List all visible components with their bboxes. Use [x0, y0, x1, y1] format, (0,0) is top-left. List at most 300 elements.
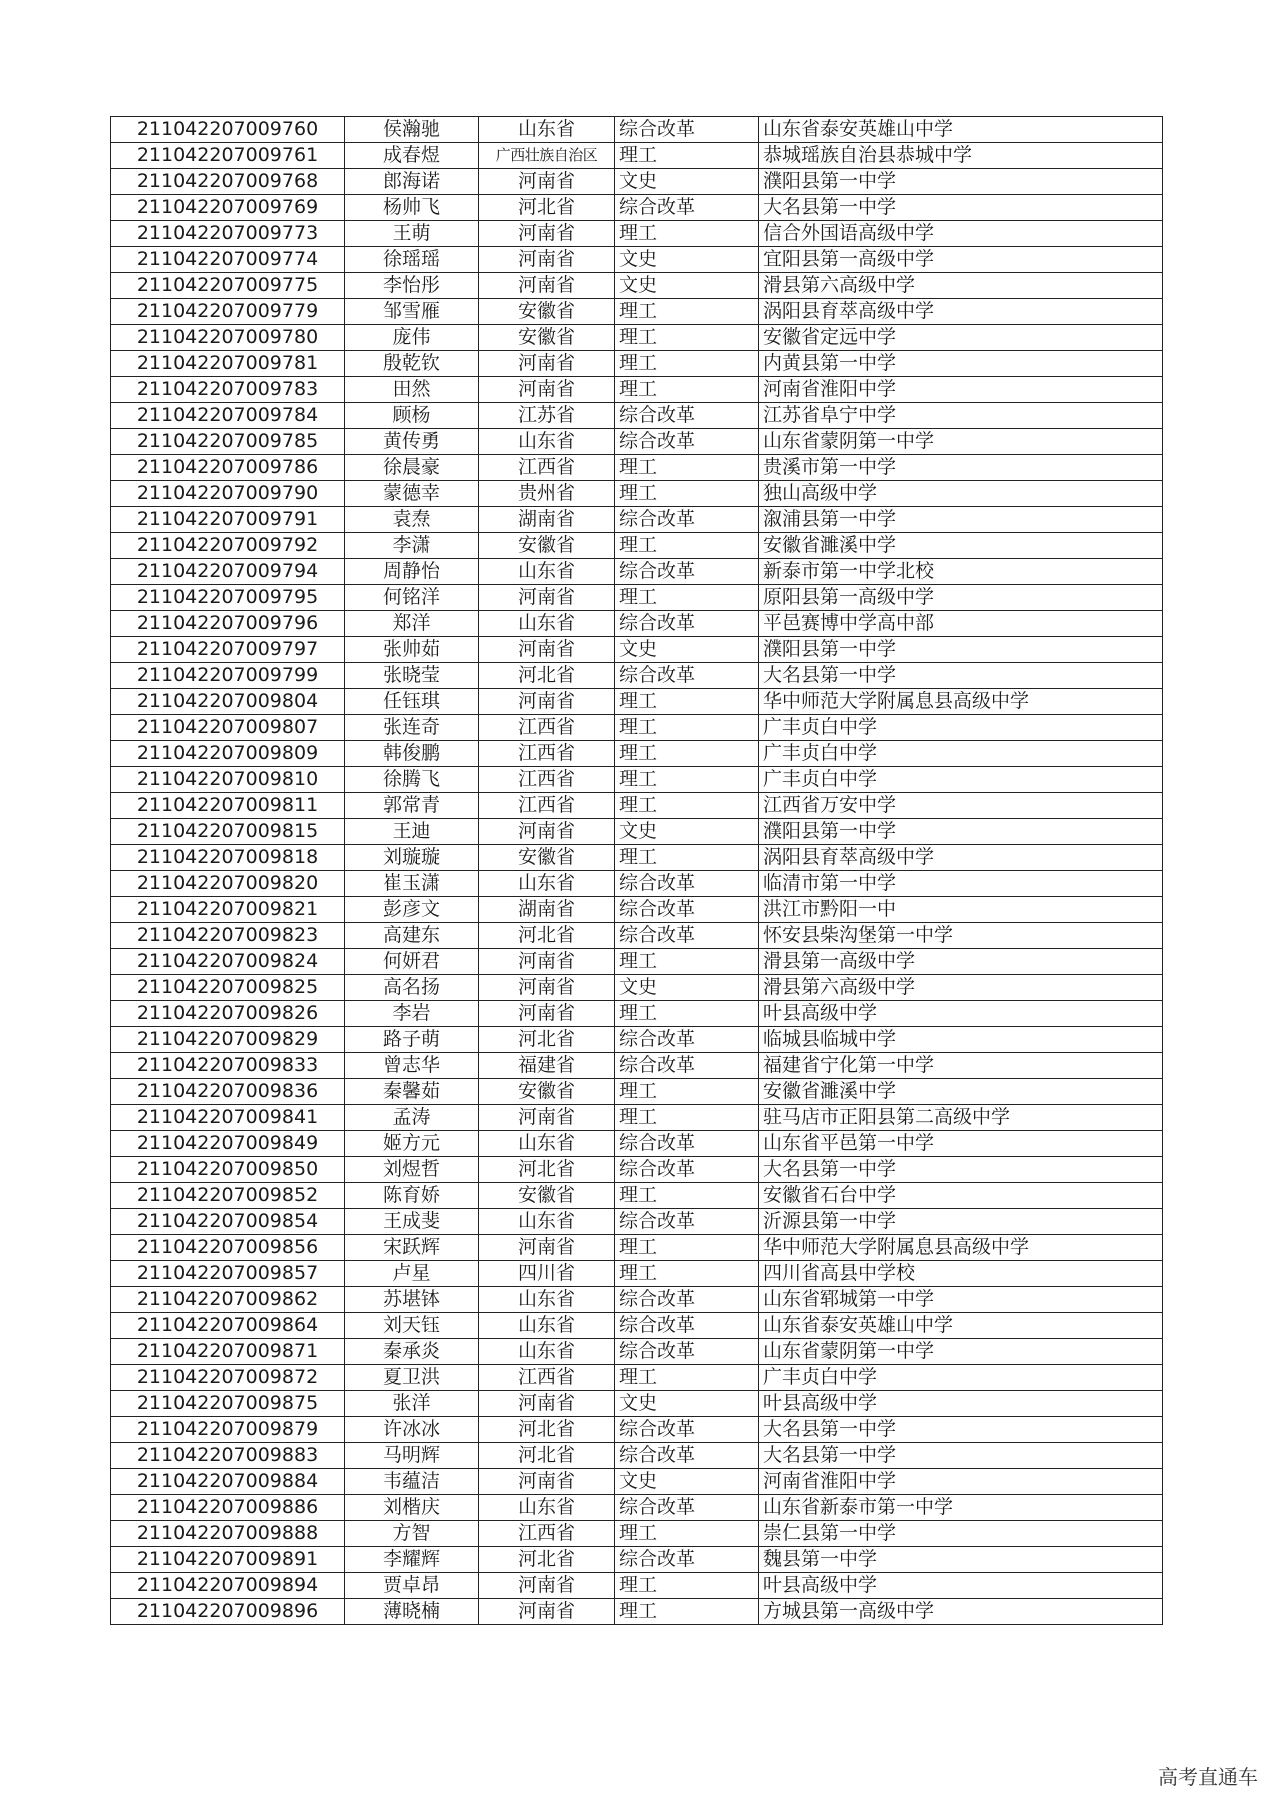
school-cell: 驻马店市正阳县第二高级中学	[759, 1105, 1163, 1131]
province-cell: 河南省	[479, 949, 615, 975]
candidate-id-cell: 211042207009761	[111, 143, 345, 169]
student-name-cell: 郭常青	[345, 793, 479, 819]
table-row	[111, 793, 1163, 819]
table-row	[111, 975, 1163, 1001]
province-cell: 湖南省	[479, 897, 615, 923]
student-name-cell: 杨帅飞	[345, 195, 479, 221]
student-name-cell: 顾杨	[345, 403, 479, 429]
table-row	[111, 1209, 1163, 1235]
student-name-cell: 高建东	[345, 923, 479, 949]
candidate-id-cell: 211042207009856	[111, 1235, 345, 1261]
candidate-id-cell: 211042207009786	[111, 455, 345, 481]
table-row	[111, 429, 1163, 455]
candidate-id-cell: 211042207009807	[111, 715, 345, 741]
category-cell: 理工	[615, 689, 759, 715]
category-cell: 理工	[615, 949, 759, 975]
school-cell: 恭城瑶族自治县恭城中学	[759, 143, 1163, 169]
table-row	[111, 169, 1163, 195]
category-cell: 综合改革	[615, 923, 759, 949]
school-cell: 溆浦县第一中学	[759, 507, 1163, 533]
province-cell: 河北省	[479, 1027, 615, 1053]
province-cell: 山东省	[479, 559, 615, 585]
candidate-id-cell: 211042207009823	[111, 923, 345, 949]
category-cell: 理工	[615, 533, 759, 559]
province-cell: 河北省	[479, 663, 615, 689]
table-row	[111, 585, 1163, 611]
province-cell: 河南省	[479, 351, 615, 377]
student-name-cell: 孟涛	[345, 1105, 479, 1131]
student-name-cell: 张连奇	[345, 715, 479, 741]
student-name-cell: 王萌	[345, 221, 479, 247]
candidate-id-cell: 211042207009896	[111, 1599, 345, 1625]
school-cell: 濮阳县第一中学	[759, 637, 1163, 663]
school-cell: 原阳县第一高级中学	[759, 585, 1163, 611]
candidate-id-cell: 211042207009857	[111, 1261, 345, 1287]
table-row	[111, 273, 1163, 299]
category-cell: 文史	[615, 819, 759, 845]
student-name-cell: 张洋	[345, 1391, 479, 1417]
student-name-cell: 韦蕴洁	[345, 1469, 479, 1495]
table-body	[111, 117, 1163, 1625]
table-row	[111, 1521, 1163, 1547]
table-row	[111, 1365, 1163, 1391]
province-cell: 河北省	[479, 1443, 615, 1469]
school-cell: 安徽省濉溪中学	[759, 1079, 1163, 1105]
table-row	[111, 871, 1163, 897]
school-cell: 滑县第六高级中学	[759, 273, 1163, 299]
student-name-cell: 刘璇璇	[345, 845, 479, 871]
candidate-id-cell: 211042207009815	[111, 819, 345, 845]
category-cell: 综合改革	[615, 611, 759, 637]
category-cell: 综合改革	[615, 1443, 759, 1469]
school-cell: 山东省泰安英雄山中学	[759, 117, 1163, 143]
school-cell: 叶县高级中学	[759, 1573, 1163, 1599]
student-name-cell: 王成斐	[345, 1209, 479, 1235]
school-cell: 宜阳县第一高级中学	[759, 247, 1163, 273]
province-cell: 河南省	[479, 1235, 615, 1261]
school-cell: 江西省万安中学	[759, 793, 1163, 819]
school-cell: 河南省淮阳中学	[759, 1469, 1163, 1495]
category-cell: 综合改革	[615, 1027, 759, 1053]
province-cell: 山东省	[479, 1495, 615, 1521]
province-cell: 四川省	[479, 1261, 615, 1287]
candidate-id-cell: 211042207009821	[111, 897, 345, 923]
school-cell: 山东省泰安英雄山中学	[759, 1313, 1163, 1339]
candidate-id-cell: 211042207009862	[111, 1287, 345, 1313]
school-cell: 涡阳县育萃高级中学	[759, 299, 1163, 325]
province-cell: 山东省	[479, 1209, 615, 1235]
candidate-id-cell: 211042207009811	[111, 793, 345, 819]
category-cell: 理工	[615, 1599, 759, 1625]
category-cell: 综合改革	[615, 1547, 759, 1573]
student-name-cell: 李岩	[345, 1001, 479, 1027]
student-name-cell: 张晓莹	[345, 663, 479, 689]
category-cell: 文史	[615, 975, 759, 1001]
table-row	[111, 741, 1163, 767]
province-cell: 河南省	[479, 1469, 615, 1495]
province-cell: 山东省	[479, 1131, 615, 1157]
school-cell: 福建省宁化第一中学	[759, 1053, 1163, 1079]
candidate-id-cell: 211042207009781	[111, 351, 345, 377]
candidate-id-cell: 211042207009872	[111, 1365, 345, 1391]
school-cell: 广丰贞白中学	[759, 715, 1163, 741]
province-cell: 河北省	[479, 195, 615, 221]
province-cell: 安徽省	[479, 1183, 615, 1209]
category-cell: 理工	[615, 481, 759, 507]
province-cell: 河南省	[479, 377, 615, 403]
student-name-cell: 曾志华	[345, 1053, 479, 1079]
table-row	[111, 611, 1163, 637]
candidate-id-cell: 211042207009784	[111, 403, 345, 429]
table-row	[111, 845, 1163, 871]
school-cell: 沂源县第一中学	[759, 1209, 1163, 1235]
school-cell: 叶县高级中学	[759, 1391, 1163, 1417]
student-name-cell: 张帅茹	[345, 637, 479, 663]
student-name-cell: 成春煜	[345, 143, 479, 169]
table-row	[111, 1157, 1163, 1183]
school-cell: 独山高级中学	[759, 481, 1163, 507]
table-row	[111, 143, 1163, 169]
province-cell: 河北省	[479, 1417, 615, 1443]
category-cell: 综合改革	[615, 403, 759, 429]
table-row	[111, 1417, 1163, 1443]
school-cell: 平邑赛博中学高中部	[759, 611, 1163, 637]
student-name-cell: 李怡彤	[345, 273, 479, 299]
table-row	[111, 1131, 1163, 1157]
candidate-id-cell: 211042207009775	[111, 273, 345, 299]
student-name-cell: 路子萌	[345, 1027, 479, 1053]
category-cell: 综合改革	[615, 507, 759, 533]
candidate-id-cell: 211042207009891	[111, 1547, 345, 1573]
candidate-id-cell: 211042207009852	[111, 1183, 345, 1209]
category-cell: 综合改革	[615, 1495, 759, 1521]
province-cell: 河北省	[479, 1547, 615, 1573]
province-cell: 江西省	[479, 715, 615, 741]
province-cell: 河南省	[479, 273, 615, 299]
student-name-cell: 陈育娇	[345, 1183, 479, 1209]
table-row	[111, 1469, 1163, 1495]
table-row	[111, 1001, 1163, 1027]
province-cell: 山东省	[479, 1339, 615, 1365]
province-cell: 河北省	[479, 1157, 615, 1183]
student-name-cell: 方智	[345, 1521, 479, 1547]
province-cell: 安徽省	[479, 299, 615, 325]
student-name-cell: 刘天钰	[345, 1313, 479, 1339]
candidate-id-cell: 211042207009790	[111, 481, 345, 507]
candidate-id-cell: 211042207009795	[111, 585, 345, 611]
school-cell: 滑县第一高级中学	[759, 949, 1163, 975]
province-cell: 江西省	[479, 1365, 615, 1391]
watermark-text: 高考直通车	[1158, 1765, 1258, 1789]
category-cell: 理工	[615, 1365, 759, 1391]
student-name-cell: 秦承炎	[345, 1339, 479, 1365]
category-cell: 理工	[615, 1079, 759, 1105]
candidate-id-cell: 211042207009792	[111, 533, 345, 559]
province-cell: 河南省	[479, 221, 615, 247]
student-name-cell: 黄传勇	[345, 429, 479, 455]
school-cell: 山东省平邑第一中学	[759, 1131, 1163, 1157]
category-cell: 理工	[615, 1001, 759, 1027]
table-row	[111, 481, 1163, 507]
category-cell: 综合改革	[615, 1287, 759, 1313]
table-row	[111, 117, 1163, 143]
category-cell: 综合改革	[615, 195, 759, 221]
school-cell: 内黄县第一中学	[759, 351, 1163, 377]
school-cell: 大名县第一中学	[759, 195, 1163, 221]
province-cell: 福建省	[479, 1053, 615, 1079]
province-cell: 山东省	[479, 871, 615, 897]
student-name-cell: 邹雪雁	[345, 299, 479, 325]
candidate-id-cell: 211042207009773	[111, 221, 345, 247]
candidate-id-cell: 211042207009783	[111, 377, 345, 403]
category-cell: 文史	[615, 273, 759, 299]
table-row	[111, 715, 1163, 741]
candidate-id-cell: 211042207009791	[111, 507, 345, 533]
province-cell: 河南省	[479, 689, 615, 715]
table-row	[111, 1053, 1163, 1079]
table-row	[111, 767, 1163, 793]
student-name-cell: 姬方元	[345, 1131, 479, 1157]
category-cell: 综合改革	[615, 559, 759, 585]
table-row	[111, 1105, 1163, 1131]
candidate-id-cell: 211042207009769	[111, 195, 345, 221]
table-row	[111, 663, 1163, 689]
category-cell: 文史	[615, 1469, 759, 1495]
category-cell: 理工	[615, 1235, 759, 1261]
school-cell: 山东省郓城第一中学	[759, 1287, 1163, 1313]
province-cell: 河南省	[479, 975, 615, 1001]
student-name-cell: 徐晨豪	[345, 455, 479, 481]
candidate-id-cell: 211042207009779	[111, 299, 345, 325]
candidate-id-cell: 211042207009884	[111, 1469, 345, 1495]
candidate-id-cell: 211042207009888	[111, 1521, 345, 1547]
candidate-id-cell: 211042207009809	[111, 741, 345, 767]
student-name-cell: 宋跃辉	[345, 1235, 479, 1261]
school-cell: 大名县第一中学	[759, 1417, 1163, 1443]
school-cell: 华中师范大学附属息县高级中学	[759, 689, 1163, 715]
table-row	[111, 1599, 1163, 1625]
candidate-id-cell: 211042207009854	[111, 1209, 345, 1235]
school-cell: 濮阳县第一中学	[759, 169, 1163, 195]
category-cell: 理工	[615, 143, 759, 169]
table-row	[111, 1261, 1163, 1287]
school-cell: 广丰贞白中学	[759, 1365, 1163, 1391]
candidate-id-cell: 211042207009780	[111, 325, 345, 351]
student-name-cell: 夏卫洪	[345, 1365, 479, 1391]
school-cell: 新泰市第一中学北校	[759, 559, 1163, 585]
student-name-cell: 郎海诺	[345, 169, 479, 195]
province-cell: 河南省	[479, 1573, 615, 1599]
candidate-id-cell: 211042207009810	[111, 767, 345, 793]
student-name-cell: 李耀辉	[345, 1547, 479, 1573]
school-cell: 江苏省阜宁中学	[759, 403, 1163, 429]
student-name-cell: 郑洋	[345, 611, 479, 637]
school-cell: 安徽省石台中学	[759, 1183, 1163, 1209]
candidate-id-cell: 211042207009875	[111, 1391, 345, 1417]
school-cell: 四川省高县中学校	[759, 1261, 1163, 1287]
table-row	[111, 533, 1163, 559]
category-cell: 理工	[615, 1261, 759, 1287]
admission-list-table	[110, 116, 1163, 1625]
category-cell: 理工	[615, 845, 759, 871]
school-cell: 山东省新泰市第一中学	[759, 1495, 1163, 1521]
student-name-cell: 蒙德幸	[345, 481, 479, 507]
category-cell: 综合改革	[615, 429, 759, 455]
table-row	[111, 1313, 1163, 1339]
student-name-cell: 贾卓昂	[345, 1573, 479, 1599]
category-cell: 综合改革	[615, 1131, 759, 1157]
category-cell: 综合改革	[615, 871, 759, 897]
category-cell: 综合改革	[615, 1417, 759, 1443]
category-cell: 文史	[615, 169, 759, 195]
table-row	[111, 1183, 1163, 1209]
category-cell: 理工	[615, 585, 759, 611]
province-cell: 山东省	[479, 117, 615, 143]
candidate-id-cell: 211042207009797	[111, 637, 345, 663]
school-cell: 河南省淮阳中学	[759, 377, 1163, 403]
province-cell: 安徽省	[479, 1079, 615, 1105]
school-cell: 安徽省濉溪中学	[759, 533, 1163, 559]
province-cell: 河北省	[479, 923, 615, 949]
category-cell: 理工	[615, 377, 759, 403]
candidate-id-cell: 211042207009825	[111, 975, 345, 1001]
category-cell: 理工	[615, 1573, 759, 1599]
category-cell: 综合改革	[615, 1209, 759, 1235]
table-row	[111, 1287, 1163, 1313]
school-cell: 华中师范大学附属息县高级中学	[759, 1235, 1163, 1261]
province-cell: 山东省	[479, 611, 615, 637]
province-cell: 河南省	[479, 1599, 615, 1625]
table-row	[111, 1495, 1163, 1521]
table-row	[111, 377, 1163, 403]
candidate-id-cell: 211042207009829	[111, 1027, 345, 1053]
table-row	[111, 507, 1163, 533]
student-name-cell: 田然	[345, 377, 479, 403]
student-name-cell: 秦馨茹	[345, 1079, 479, 1105]
candidate-id-cell: 211042207009849	[111, 1131, 345, 1157]
table-row	[111, 1391, 1163, 1417]
candidate-id-cell: 211042207009883	[111, 1443, 345, 1469]
province-cell: 江苏省	[479, 403, 615, 429]
category-cell: 理工	[615, 221, 759, 247]
province-cell: 河南省	[479, 1105, 615, 1131]
candidate-id-cell: 211042207009794	[111, 559, 345, 585]
candidate-id-cell: 211042207009836	[111, 1079, 345, 1105]
candidate-id-cell: 211042207009864	[111, 1313, 345, 1339]
school-cell: 崇仁县第一中学	[759, 1521, 1163, 1547]
candidate-id-cell: 211042207009824	[111, 949, 345, 975]
table-row	[111, 1235, 1163, 1261]
category-cell: 文史	[615, 637, 759, 663]
category-cell: 理工	[615, 455, 759, 481]
student-name-cell: 侯瀚驰	[345, 117, 479, 143]
school-cell: 叶县高级中学	[759, 1001, 1163, 1027]
table-row	[111, 351, 1163, 377]
province-cell: 江西省	[479, 767, 615, 793]
school-cell: 山东省蒙阴第一中学	[759, 1339, 1163, 1365]
school-cell: 大名县第一中学	[759, 1443, 1163, 1469]
candidate-id-cell: 211042207009833	[111, 1053, 345, 1079]
school-cell: 广丰贞白中学	[759, 741, 1163, 767]
province-cell: 山东省	[479, 1313, 615, 1339]
school-cell: 洪江市黔阳一中	[759, 897, 1163, 923]
student-name-cell: 徐瑶瑶	[345, 247, 479, 273]
category-cell: 综合改革	[615, 117, 759, 143]
province-cell: 河南省	[479, 1001, 615, 1027]
table-row	[111, 897, 1163, 923]
category-cell: 理工	[615, 1183, 759, 1209]
category-cell: 理工	[615, 351, 759, 377]
school-cell: 魏县第一中学	[759, 1547, 1163, 1573]
table-row	[111, 637, 1163, 663]
student-name-cell: 殷乾钦	[345, 351, 479, 377]
province-cell: 安徽省	[479, 533, 615, 559]
table-row	[111, 1027, 1163, 1053]
province-cell: 江西省	[479, 455, 615, 481]
category-cell: 理工	[615, 299, 759, 325]
table-row	[111, 923, 1163, 949]
table-row	[111, 949, 1163, 975]
student-name-cell: 马明辉	[345, 1443, 479, 1469]
province-cell: 河南省	[479, 1391, 615, 1417]
province-cell: 河南省	[479, 585, 615, 611]
category-cell: 综合改革	[615, 663, 759, 689]
candidate-id-cell: 211042207009760	[111, 117, 345, 143]
table-row	[111, 221, 1163, 247]
category-cell: 综合改革	[615, 1339, 759, 1365]
table-row	[111, 559, 1163, 585]
table-row	[111, 1339, 1163, 1365]
candidate-id-cell: 211042207009820	[111, 871, 345, 897]
candidate-id-cell: 211042207009850	[111, 1157, 345, 1183]
student-name-cell: 任钰琪	[345, 689, 479, 715]
school-cell: 方城县第一高级中学	[759, 1599, 1163, 1625]
candidate-id-cell: 211042207009804	[111, 689, 345, 715]
school-cell: 贵溪市第一中学	[759, 455, 1163, 481]
student-name-cell: 徐腾飞	[345, 767, 479, 793]
province-cell: 湖南省	[479, 507, 615, 533]
candidate-id-cell: 211042207009871	[111, 1339, 345, 1365]
student-name-cell: 彭彦文	[345, 897, 479, 923]
category-cell: 理工	[615, 1521, 759, 1547]
student-name-cell: 崔玉潇	[345, 871, 479, 897]
candidate-id-cell: 211042207009886	[111, 1495, 345, 1521]
student-name-cell: 卢星	[345, 1261, 479, 1287]
category-cell: 理工	[615, 793, 759, 819]
category-cell: 理工	[615, 325, 759, 351]
category-cell: 理工	[615, 767, 759, 793]
province-cell: 安徽省	[479, 325, 615, 351]
category-cell: 综合改革	[615, 1053, 759, 1079]
student-name-cell: 刘楷庆	[345, 1495, 479, 1521]
candidate-id-cell: 211042207009894	[111, 1573, 345, 1599]
school-cell: 临清市第一中学	[759, 871, 1163, 897]
table-row	[111, 299, 1163, 325]
category-cell: 综合改革	[615, 897, 759, 923]
province-cell: 江西省	[479, 1521, 615, 1547]
student-name-cell: 王迪	[345, 819, 479, 845]
student-name-cell: 苏堪钵	[345, 1287, 479, 1313]
student-name-cell: 庞伟	[345, 325, 479, 351]
province-cell: 河南省	[479, 169, 615, 195]
province-cell: 江西省	[479, 741, 615, 767]
school-cell: 涡阳县育萃高级中学	[759, 845, 1163, 871]
candidate-id-cell: 211042207009879	[111, 1417, 345, 1443]
category-cell: 文史	[615, 247, 759, 273]
student-name-cell: 周静怡	[345, 559, 479, 585]
category-cell: 理工	[615, 1105, 759, 1131]
student-name-cell: 李潇	[345, 533, 479, 559]
